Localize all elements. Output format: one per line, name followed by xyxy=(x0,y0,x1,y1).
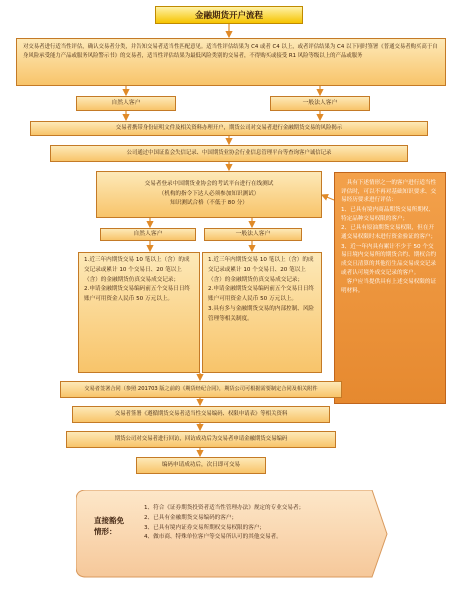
exemption-conditions-note xyxy=(334,172,446,404)
natural-client-box-2 xyxy=(100,228,196,241)
side-note-item-3: 3、近一年内具有累计不少于 50 个交易日境内交易所的期货合约、期权合约成交且清算的其他衍生品交易成交记录或者认可境外成交记录的客户。 xyxy=(341,243,437,276)
natural-client-requirements xyxy=(78,252,200,373)
exemption-item-1: 1、符合《证券期货投资者适当性管理办法》规定的专业交易者； xyxy=(144,505,305,511)
general-client-requirements xyxy=(202,252,322,373)
general-client-label-2: 一般法人客户 xyxy=(235,231,271,238)
exemption-item-3: 3、已具有境内证券交易所期权交易权限的客户； xyxy=(144,524,266,531)
knowledge-test-line-3: 知识测试合格（不低于 80 分） xyxy=(170,200,248,207)
step-suitability-assessment xyxy=(16,38,446,86)
natural-client-label-2: 自然人客户 xyxy=(133,231,163,238)
natural-req-2: 2.申请金融期货交易编码前五个交易日日终账户可用资金人民币 50 万元以上。 xyxy=(84,286,191,303)
general-client-label: 一般法人客户 xyxy=(302,100,338,107)
exemption-label: 直接豁免情形： xyxy=(94,516,124,536)
knowledge-test-line-2: （机构的指令下达人必须参加知识测试） xyxy=(158,190,260,197)
direct-exemption-panel xyxy=(76,490,388,578)
step-callback-text: 期货公司对交易者进行回访，回访成功后为交易者申请金融期货交易编码 xyxy=(114,435,288,442)
step-knowledge-test xyxy=(96,171,322,218)
natural-req-1: 1.近三年内期货交易 10 笔以上（含）的成交记录或累计 10 个交易日、20 笔以上（含）的金融期货仿真交易成交记录； xyxy=(84,257,190,283)
general-req-3: 3.具有多与金融期货交易的内部控制、风险管理等相关制度。 xyxy=(208,305,315,322)
knowledge-test-line-1: 交易者登录中国期货业协会的考试平台进行在线测试 xyxy=(144,181,274,188)
step-sign-contract-text: 交易者签署合同（参照 201703 版之前的《期货经纪合同》，期货公司可根据需要制定合同及相关附件 xyxy=(84,385,318,392)
side-note-intro: 具有下述情形之一的客户进行适当性评估时，可以不再对基础知识要求、交易经历要求进行评估： xyxy=(341,180,437,204)
natural-client-box xyxy=(76,96,176,111)
flowchart-title: 金融期货开户流程 xyxy=(155,6,303,24)
step-account-opening xyxy=(30,121,428,136)
general-client-box xyxy=(270,96,370,111)
side-note-proof: 客户应当提供具有上述交易权限的证明材料。 xyxy=(341,279,437,294)
side-note-item-1: 1、已具有境内商品期货交易所期权、特定品种交易权限的客户； xyxy=(341,206,435,222)
step-credit-check-text: 公司通过中国证监会失信记录、中国期货业协会行业信息管理平台等查询客户诚信记录 xyxy=(126,149,332,156)
step-sign-application-text: 交易者签署《遵循期货交易者适当性交易编码、权限申请表》等相关资料 xyxy=(114,410,288,417)
general-req-1: 1.近三年内期货交易 10 笔以上（含）的成交记录或累计 10 个交易日、20 笔以上（含）的金融期货仿真交易成交记录； xyxy=(208,257,314,283)
step-sign-contract xyxy=(60,381,342,398)
step-account-opening-text: 交易者携带身份证明文件及相关资料办理开户，期货公司对交易者进行金融期货交易的风险揭示 xyxy=(115,124,343,131)
step-ready-to-trade-text: 编码申请成功后，次日即可交易 xyxy=(161,462,241,469)
exemption-item-2: 2、已具有金融期货交易编码的客户； xyxy=(144,514,238,521)
step-ready-to-trade xyxy=(136,457,266,474)
step-sign-application xyxy=(72,406,330,423)
natural-client-label: 自然人客户 xyxy=(111,100,141,107)
general-client-box-2 xyxy=(204,228,302,241)
step-suitability-assessment-text: 对交易者进行适当性评估，确认交易者分类，并告知交易者适当性匹配意见。适当性评估结果为 C4 或者 C4 以上，或者评估结果为 C4 以下同时签署《普通交易者购买高于自身风险承受能力产品或服务风险警示书》的交易者，适当性评估结果为最低风险类别的交易者，不得购买或接受 R1 风险等级以上的产品或服务 xyxy=(23,44,438,59)
side-note-item-2: 2、已具有原油期货交易权限，但在开通交易权限时未进行资金验证的客户； xyxy=(341,225,437,240)
step-credit-check xyxy=(50,145,408,162)
exemption-item-4: 4、做市商、特殊单位客户等交易所认可的其他交易者。 xyxy=(144,534,282,541)
general-req-2: 2.申请金融期货交易编码前五个交易日日终账户可用资金人民币 50 万元以上。 xyxy=(208,286,315,303)
step-callback xyxy=(66,431,336,448)
exemption-list xyxy=(144,504,380,543)
